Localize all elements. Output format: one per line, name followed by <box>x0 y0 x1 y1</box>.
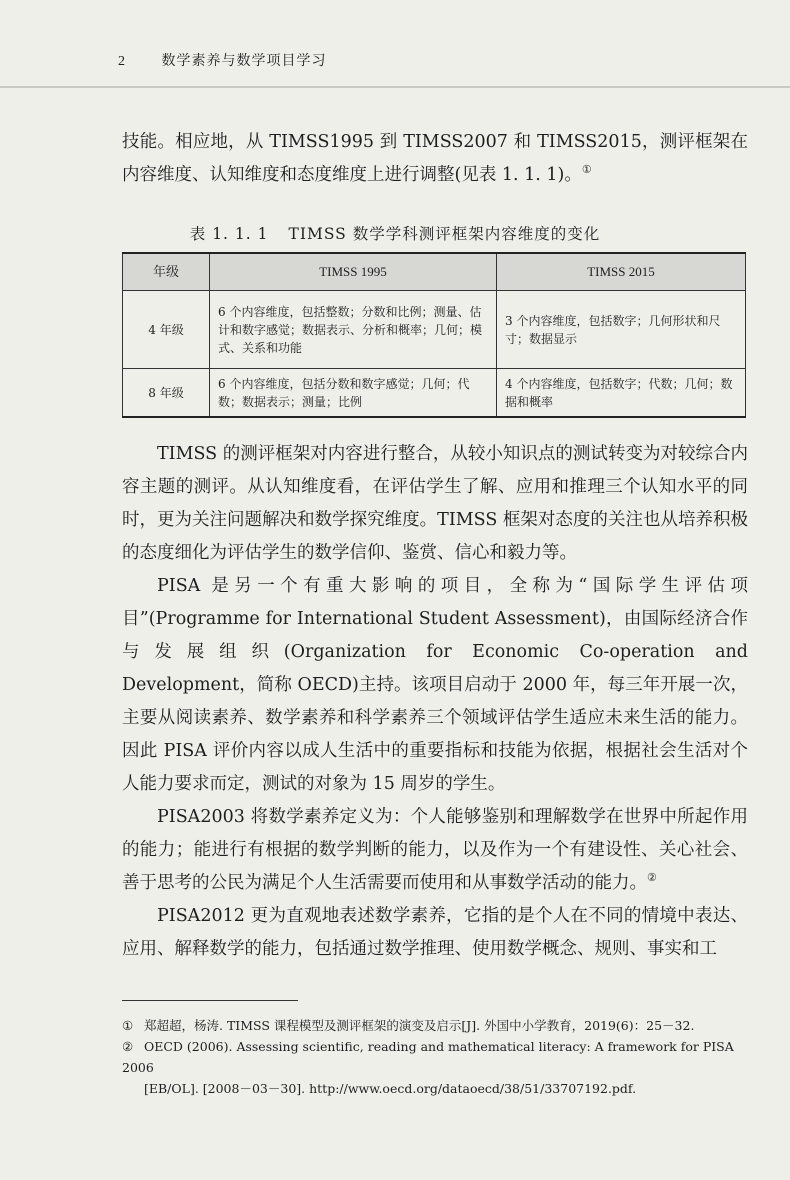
footnote-text: OECD (2006). Assessing scientific, reading and mathematical literacy: A framework for PISA 2006 <box>122 1039 734 1075</box>
running-head <box>118 50 326 70</box>
footnote-mark: ② <box>122 1039 134 1054</box>
intro-text: 技能。相应地，从 TIMSS1995 到 TIMSS2007 和 TIMSS2015，测评框架在内容维度、认知维度和态度维度上进行调整(见表 1. 1. 1)。 <box>122 132 748 185</box>
footnote-1 <box>122 1015 748 1036</box>
header-grade: 年级 <box>123 253 210 291</box>
book-title: 数学素养与数学项目学习 <box>161 53 327 69</box>
grade-cell: 4 年级 <box>123 291 210 369</box>
pisa2003-text: PISA2003 将数学素养定义为：个人能够鉴别和理解数学在世界中所起作用的能力；能进行有根据的数学判断的能力，以及作为一个有建设性、关心社会、善于思考的公民为满足个人生活需要而使用和从事数学活动的能力。 <box>122 807 748 893</box>
timss-framework-table <box>122 252 746 418</box>
footnote-2 <box>122 1036 748 1078</box>
footnote-ref-1[interactable]: ① <box>581 163 592 176</box>
footnote-mark: ① <box>122 1018 134 1033</box>
paragraph-timss: TIMSS 的测评框架对内容进行整合，从较小知识点的测试转变为对较综合内容主题的测评。从认知维度看，在评估学生了解、应用和推理三个认知水平的同时，更为关注问题解决和数学探究维度。TIMSS 框架对态度的关注也从培养积极的态度细化为评估学生的数学信仰、鉴赏、信心和毅力等。 <box>122 444 748 563</box>
main-body <box>122 438 748 966</box>
table-caption-title: TIMSS 数学学科测评框架内容维度的变化 <box>288 225 601 243</box>
header-divider <box>0 86 790 88</box>
table-row <box>123 369 746 418</box>
footnote-text: 郑超超，杨涛. TIMSS 课程模型及测评框架的演变及启示[J]. 外国中小学教育，2019(6)：25－32. <box>144 1018 695 1033</box>
footnote-divider <box>122 1000 298 1001</box>
footnotes <box>122 1015 748 1099</box>
timss-1995-cell: 6 个内容维度，包括整数；分数和比例；测量、估计和数字感觉；数据表示、分析和概率；几何；模式、关系和功能 <box>210 291 497 369</box>
header-timss-1995: TIMSS 1995 <box>210 253 497 291</box>
header-timss-2015: TIMSS 2015 <box>497 253 746 291</box>
table-caption <box>0 222 790 244</box>
footnote-ref-2[interactable]: ② <box>647 871 657 884</box>
paragraph-pisa2003 <box>122 801 748 900</box>
table-caption-label: 表 1. 1. 1 <box>189 225 269 243</box>
grade-cell: 8 年级 <box>123 369 210 418</box>
timss-1995-cell: 6 个内容维度，包括分数和数字感觉；几何；代数；数据表示；测量；比例 <box>210 369 497 418</box>
timss-2015-cell: 3 个内容维度，包括数字；几何形状和尺寸；数据显示 <box>497 291 746 369</box>
table-row <box>123 291 746 369</box>
footnote-2-continued[interactable]: [EB/OL]. [2008－03－30]. http://www.oecd.org/dataoecd/38/51/33707192.pdf. <box>144 1081 637 1096</box>
paragraph-pisa: PISA 是另一个有重大影响的项目，全称为“国际学生评估项目”(Programme for International Student Assessment)，由国际经济合作与发展组织(Organization for Economic Co-operation and Development，简称 OECD)主持。该项目启动于 2000 年，每三年开展一次，主要从阅读素养、数学素养和科学素养三个领域评估学生适应未来生活的能力。因此 PISA 评价内容以成人生活中的重要指标和技能为依据，根据社会生活对个人能力要求而定，测试的对象为 15 周岁的学生。 <box>122 576 748 794</box>
paragraph-pisa2012: PISA2012 更为直观地表述数学素养，它指的是个人在不同的情境中表达、应用、解释数学的能力，包括通过数学推理、使用数学概念、规则、事实和工 <box>122 906 748 959</box>
page-number: 2 <box>118 54 126 69</box>
intro-paragraph <box>122 126 748 192</box>
table-header-row <box>123 253 746 291</box>
timss-2015-cell: 4 个内容维度，包括数字；代数；几何；数据和概率 <box>497 369 746 418</box>
